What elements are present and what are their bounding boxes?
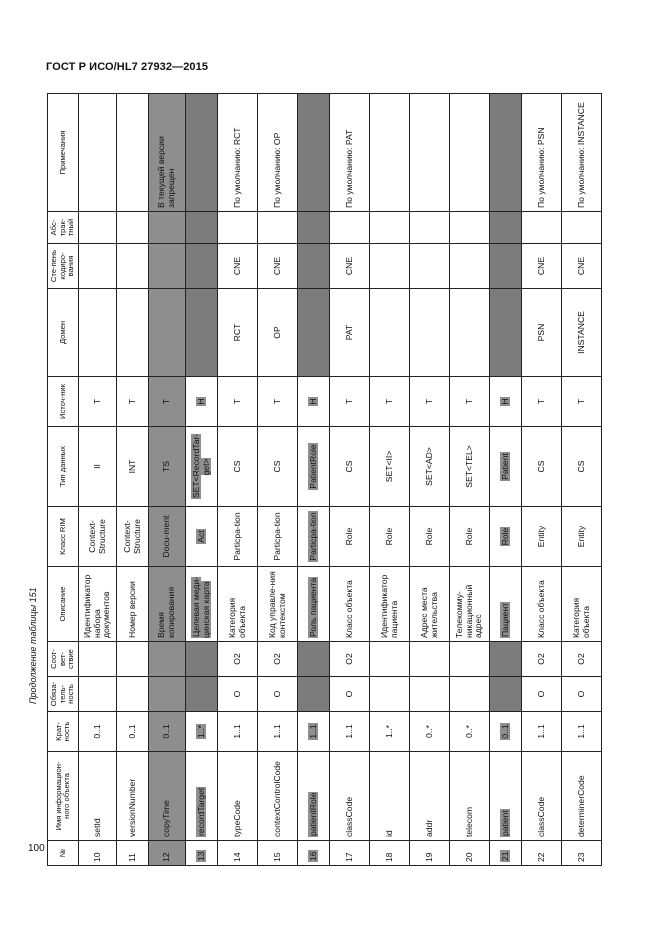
cell-rim-class: Context-Structure <box>117 507 149 567</box>
cell-conformance <box>79 642 117 677</box>
cell-domain: PAT <box>330 289 370 377</box>
cell-row-number: 23 <box>562 841 602 866</box>
highlighted-text: 1..1 <box>307 724 318 739</box>
cell-object-name: addr <box>410 752 450 841</box>
cell-object-name: classCode <box>522 752 562 841</box>
highlighted-text: 1..* <box>195 725 206 738</box>
table-row <box>450 94 490 866</box>
highlighted-text: recordTarget <box>195 787 206 836</box>
cell-domain <box>186 289 218 377</box>
cell-abstract <box>410 212 450 244</box>
cell-rim-class <box>490 507 522 567</box>
cell-data-type <box>186 427 218 507</box>
highlighted-text: Целевая меди-цинская карта <box>190 576 211 638</box>
cell-abstract <box>450 212 490 244</box>
cell-domain: PSN <box>522 289 562 377</box>
cell-conformance: O2 <box>562 642 602 677</box>
cell-source: T <box>149 377 186 427</box>
page-number: 100 <box>28 843 45 854</box>
col-header-abstract: Абс-трак-тный <box>48 212 79 244</box>
cell-abstract <box>186 212 218 244</box>
cell-coding-strength: CNE <box>330 244 370 289</box>
cell-abstract <box>490 212 522 244</box>
cell-cardinality: 1..1 <box>330 712 370 752</box>
cell-data-type: SET<TEL> <box>450 427 490 507</box>
cell-coding-strength: CNE <box>218 244 258 289</box>
cell-coding-strength: CNE <box>562 244 602 289</box>
cell-source: T <box>79 377 117 427</box>
cell-mandatory <box>298 677 330 712</box>
cell-description: Время копирования <box>149 567 186 642</box>
cell-mandatory <box>117 677 149 712</box>
cell-description: Класс объекта <box>330 567 370 642</box>
cell-notes: По умолчанию: INSTANCE <box>562 94 602 212</box>
highlighted-text: Role <box>499 527 510 546</box>
cell-description: Класс объекта <box>522 567 562 642</box>
cell-domain <box>117 289 149 377</box>
table-row <box>562 94 602 866</box>
cell-source: T <box>330 377 370 427</box>
cell-cardinality <box>186 712 218 752</box>
cell-rim-class: Entity <box>562 507 602 567</box>
highlighted-text: H <box>499 398 510 405</box>
cell-abstract <box>330 212 370 244</box>
cell-description: Идентификатор набора документов <box>79 567 117 642</box>
cell-description: Идентификатор пациента <box>370 567 410 642</box>
cell-source: T <box>450 377 490 427</box>
cell-cardinality: 1..1 <box>522 712 562 752</box>
cell-notes <box>410 94 450 212</box>
highlighted-text: Particpa-tion <box>307 512 318 561</box>
cell-row-number: 15 <box>258 841 298 866</box>
cell-mandatory <box>410 677 450 712</box>
cell-description <box>298 567 330 642</box>
highlighted-text: Patient <box>499 453 510 480</box>
cell-notes <box>490 94 522 212</box>
cell-row-number: 11 <box>117 841 149 866</box>
cell-domain <box>149 289 186 377</box>
cell-conformance <box>117 642 149 677</box>
cell-abstract <box>298 212 330 244</box>
cell-mandatory: O <box>330 677 370 712</box>
cell-description: Категория объекта <box>562 567 602 642</box>
cell-data-type: CS <box>522 427 562 507</box>
cell-abstract <box>117 212 149 244</box>
cell-abstract <box>149 212 186 244</box>
table-row <box>258 94 298 866</box>
cell-conformance <box>298 642 330 677</box>
cell-object-name: classCode <box>330 752 370 841</box>
cell-rim-class: Particpa-tion <box>258 507 298 567</box>
col-header-source: Источ-ник <box>48 377 79 427</box>
cell-data-type: TS <box>149 427 186 507</box>
col-header-notes: Примечания <box>48 94 79 212</box>
cell-rim-class: Role <box>330 507 370 567</box>
table-frame <box>47 94 589 866</box>
table-row <box>117 94 149 866</box>
cell-coding-strength <box>117 244 149 289</box>
cell-data-type <box>298 427 330 507</box>
table-row <box>298 94 330 866</box>
cell-description: Номер версии <box>117 567 149 642</box>
cell-notes: По умолчанию: PSN <box>522 94 562 212</box>
cell-description: Категория объекта <box>218 567 258 642</box>
cell-mandatory <box>370 677 410 712</box>
cell-object-name: typeCode <box>218 752 258 841</box>
cell-mandatory <box>490 677 522 712</box>
cell-row-number <box>186 841 218 866</box>
cell-conformance <box>149 642 186 677</box>
cell-object-name: setId <box>79 752 117 841</box>
cell-abstract <box>218 212 258 244</box>
table-body <box>79 94 602 866</box>
cell-conformance: O2 <box>218 642 258 677</box>
cell-domain <box>490 289 522 377</box>
table-row <box>186 94 218 866</box>
cell-source <box>490 377 522 427</box>
cell-domain <box>298 289 330 377</box>
cell-conformance <box>490 642 522 677</box>
highlighted-text: H <box>307 398 318 405</box>
cell-coding-strength <box>490 244 522 289</box>
cell-cardinality <box>490 712 522 752</box>
cell-abstract <box>258 212 298 244</box>
cell-mandatory <box>79 677 117 712</box>
col-header-mandatory: Обяза-тель-ность <box>48 677 79 712</box>
cell-rim-class: Particpa-tion <box>218 507 258 567</box>
cell-data-type: CS <box>218 427 258 507</box>
cell-abstract <box>370 212 410 244</box>
cell-row-number: 19 <box>410 841 450 866</box>
cell-mandatory <box>186 677 218 712</box>
col-header-cardinality: Крат-ность <box>48 712 79 752</box>
cell-notes <box>79 94 117 212</box>
cell-domain <box>450 289 490 377</box>
cell-source: T <box>410 377 450 427</box>
cell-row-number: 12 <box>149 841 186 866</box>
cell-notes: В текущей версии запрещен <box>149 94 186 212</box>
cell-notes <box>298 94 330 212</box>
cell-object-name: id <box>370 752 410 841</box>
cell-abstract <box>562 212 602 244</box>
cell-description: Адрес места жительства <box>410 567 450 642</box>
cell-domain <box>370 289 410 377</box>
cell-coding-strength <box>149 244 186 289</box>
cell-domain <box>79 289 117 377</box>
cell-conformance <box>370 642 410 677</box>
cell-domain: OP <box>258 289 298 377</box>
cell-description: Код управле-ния контекстом <box>258 567 298 642</box>
table-row <box>370 94 410 866</box>
cell-row-number <box>298 841 330 866</box>
cell-conformance <box>410 642 450 677</box>
cell-data-type: SET<AD> <box>410 427 450 507</box>
cell-data-type: CS <box>562 427 602 507</box>
cell-notes: По умолчанию: RCT <box>218 94 258 212</box>
cell-data-type: CS <box>330 427 370 507</box>
table-row <box>149 94 186 866</box>
highlighted-text: Роль пациента <box>307 577 318 637</box>
cell-data-type: CS <box>258 427 298 507</box>
table-row <box>522 94 562 866</box>
cell-notes <box>450 94 490 212</box>
table-header-row <box>48 94 79 866</box>
cell-data-type: II <box>79 427 117 507</box>
cell-description: Телекомму-никационный адрес <box>450 567 490 642</box>
table-row <box>79 94 117 866</box>
col-header-coding: Сте-пень кодиро-вания <box>48 244 79 289</box>
cell-cardinality: 0..1 <box>79 712 117 752</box>
cell-cardinality: 1..1 <box>258 712 298 752</box>
table-row <box>330 94 370 866</box>
cell-domain: INSTANCE <box>562 289 602 377</box>
highlighted-text: patient <box>499 810 510 836</box>
cell-mandatory: O <box>522 677 562 712</box>
cell-description <box>490 567 522 642</box>
cell-abstract <box>522 212 562 244</box>
highlighted-text: Пациент <box>499 602 510 637</box>
highlighted-text: Act <box>195 530 206 543</box>
cell-object-name <box>186 752 218 841</box>
cell-coding-strength <box>410 244 450 289</box>
cell-data-type: INT <box>117 427 149 507</box>
col-header-data-type: Тип данных <box>48 427 79 507</box>
cell-source: T <box>562 377 602 427</box>
cell-coding-strength: CNE <box>522 244 562 289</box>
cell-mandatory <box>450 677 490 712</box>
col-header-num: № <box>48 841 79 866</box>
cell-notes <box>370 94 410 212</box>
cell-notes: По умолчанию: PAT <box>330 94 370 212</box>
cell-rim-class: Context-Structure <box>79 507 117 567</box>
cell-domain <box>410 289 450 377</box>
cell-conformance: O2 <box>258 642 298 677</box>
highlighted-text: 21 <box>499 851 510 861</box>
col-header-name: Имя информацион-ного объекта <box>48 752 79 841</box>
table-row <box>410 94 450 866</box>
cell-description <box>186 567 218 642</box>
cell-source <box>186 377 218 427</box>
cell-conformance: O2 <box>522 642 562 677</box>
cell-rim-class: Role <box>450 507 490 567</box>
cell-rim-class <box>186 507 218 567</box>
cell-rim-class: Role <box>410 507 450 567</box>
cell-conformance: O2 <box>330 642 370 677</box>
cell-row-number: 22 <box>522 841 562 866</box>
cell-object-name: contextControlCode <box>258 752 298 841</box>
highlighted-text: PatientRole <box>307 444 318 489</box>
col-header-description: Описание <box>48 567 79 642</box>
cell-rim-class: Entity <box>522 507 562 567</box>
cell-row-number: 17 <box>330 841 370 866</box>
cell-mandatory: O <box>258 677 298 712</box>
table-continuation-caption: Продолжение таблицы 151 <box>28 587 38 704</box>
highlighted-text: patientRole <box>307 792 318 836</box>
cell-row-number: 18 <box>370 841 410 866</box>
highlighted-text: H <box>195 398 206 405</box>
cell-mandatory: O <box>562 677 602 712</box>
cell-source: T <box>117 377 149 427</box>
table-row <box>490 94 522 866</box>
cell-row-number <box>490 841 522 866</box>
cell-cardinality <box>298 712 330 752</box>
cell-cardinality: 1..* <box>370 712 410 752</box>
cell-object-name: telecom <box>450 752 490 841</box>
cell-cardinality: 0..* <box>410 712 450 752</box>
highlighted-text: 13 <box>195 851 206 861</box>
cell-coding-strength <box>79 244 117 289</box>
cell-data-type <box>490 427 522 507</box>
cell-notes: По умолчанию: OP <box>258 94 298 212</box>
cell-row-number: 14 <box>218 841 258 866</box>
document-header: ГОСТ Р ИСО/HL7 27932—2015 <box>46 61 209 73</box>
cell-cardinality: 0..1 <box>117 712 149 752</box>
cell-source: T <box>522 377 562 427</box>
cell-cardinality: 1..1 <box>218 712 258 752</box>
col-header-domain: Домен <box>48 289 79 377</box>
cell-coding-strength <box>298 244 330 289</box>
cell-row-number: 10 <box>79 841 117 866</box>
cell-cardinality: 0..* <box>450 712 490 752</box>
cell-object-name <box>298 752 330 841</box>
cell-source: T <box>218 377 258 427</box>
cell-object-name: versionNumber <box>117 752 149 841</box>
cell-object-name: copyTime <box>149 752 186 841</box>
highlighted-text: SET<RecordTar-get> <box>190 433 211 499</box>
cell-rim-class <box>298 507 330 567</box>
cell-cardinality: 1..1 <box>562 712 602 752</box>
cell-mandatory: O <box>218 677 258 712</box>
data-table <box>47 93 602 866</box>
cell-coding-strength <box>450 244 490 289</box>
cell-source: T <box>370 377 410 427</box>
cell-rim-class: Role <box>370 507 410 567</box>
cell-conformance <box>186 642 218 677</box>
cell-source <box>298 377 330 427</box>
cell-object-name: determinerCode <box>562 752 602 841</box>
cell-row-number: 20 <box>450 841 490 866</box>
cell-notes <box>186 94 218 212</box>
cell-notes <box>117 94 149 212</box>
highlighted-text: 16 <box>307 851 318 861</box>
cell-abstract <box>79 212 117 244</box>
cell-coding-strength: CNE <box>258 244 298 289</box>
col-header-rim-class: Класс RIM <box>48 507 79 567</box>
cell-domain: RCT <box>218 289 258 377</box>
cell-object-name <box>490 752 522 841</box>
cell-data-type: SET<II> <box>370 427 410 507</box>
cell-coding-strength <box>186 244 218 289</box>
col-header-conformance: Соот-вет-ствие <box>48 642 79 677</box>
highlighted-text: 0..1 <box>499 724 510 739</box>
cell-conformance <box>450 642 490 677</box>
cell-coding-strength <box>370 244 410 289</box>
cell-rim-class: Docu-ment <box>149 507 186 567</box>
cell-source: T <box>258 377 298 427</box>
cell-mandatory <box>149 677 186 712</box>
cell-cardinality: 0..1 <box>149 712 186 752</box>
table-row <box>218 94 258 866</box>
